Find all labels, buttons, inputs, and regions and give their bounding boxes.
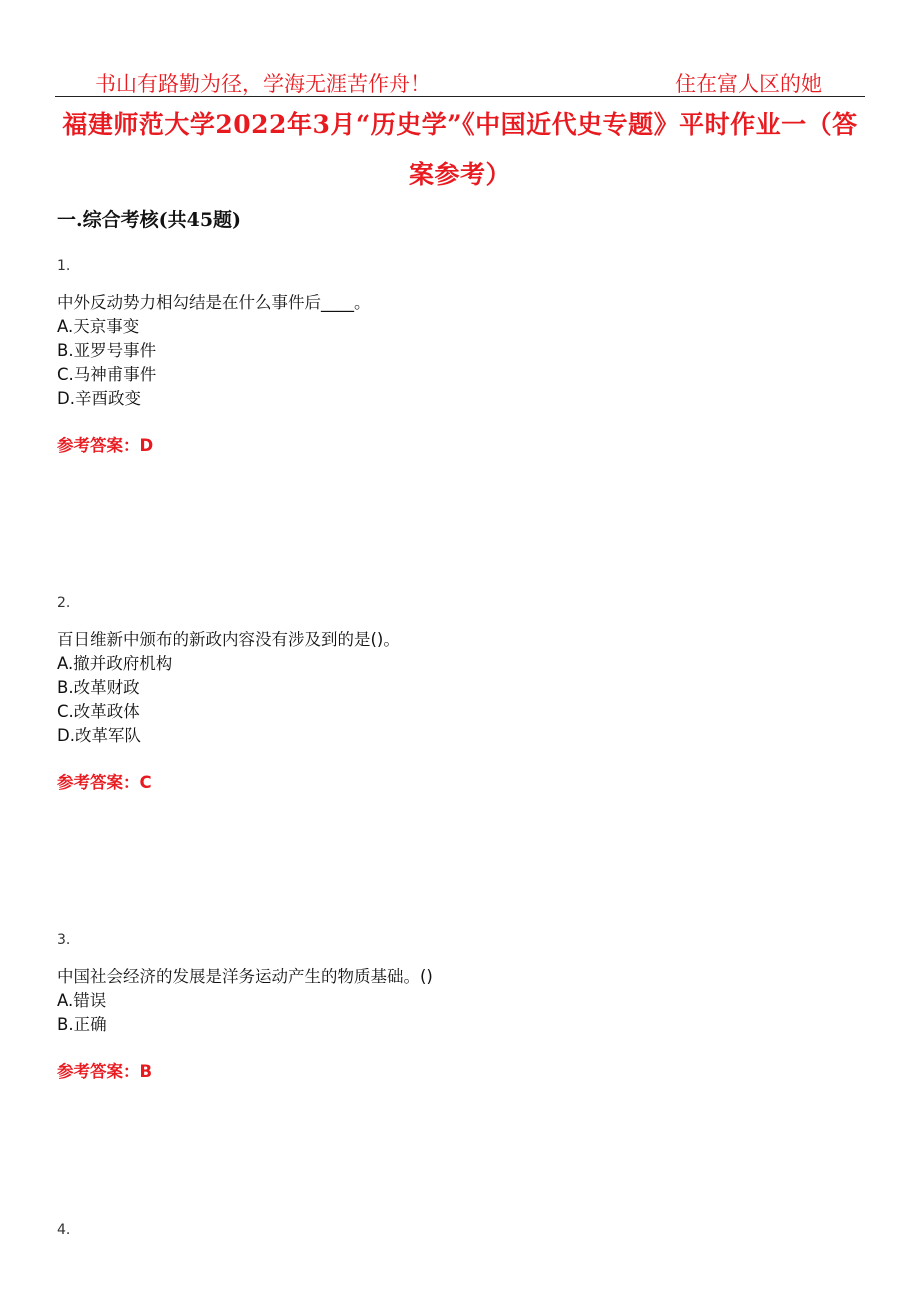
question-number: 1. xyxy=(57,258,71,274)
option-a: A.撤并政府机构 xyxy=(57,654,173,673)
question-number: 3. xyxy=(57,932,71,948)
option-b: B.改革财政 xyxy=(57,678,140,697)
option-c: C.马神甫事件 xyxy=(57,365,157,384)
header-motto: 书山有路勤为径，学海无涯苦作舟！ xyxy=(95,72,431,96)
option-a: A.天京事变 xyxy=(57,317,140,336)
question-number: 4. xyxy=(57,1222,71,1238)
option-d: D.辛酉政变 xyxy=(57,389,141,408)
page-header xyxy=(55,62,865,97)
question-4 xyxy=(57,1220,863,1240)
option-b: B.亚罗号事件 xyxy=(57,341,157,360)
question-3 xyxy=(57,930,863,1084)
document-title: 福建师范大学2022年3月“历史学”《中国近代史专题》平时作业一（答案参考） xyxy=(62,110,858,189)
reference-answer: 参考答案：B xyxy=(57,1062,153,1081)
question-stem: 百日维新中颁布的新政内容没有涉及到的是()。 xyxy=(57,630,400,649)
question-number: 2. xyxy=(57,595,71,611)
option-a: A.错误 xyxy=(57,991,107,1010)
option-d: D.改革军队 xyxy=(57,726,141,745)
option-c: C.改革政体 xyxy=(57,702,140,721)
header-author: 住在富人区的她 xyxy=(675,72,822,96)
question-stem: 中外反动势力相勾结是在什么事件后____。 xyxy=(57,293,371,312)
option-b: B.正确 xyxy=(57,1015,107,1034)
reference-answer: 参考答案：C xyxy=(57,773,152,792)
question-1 xyxy=(57,256,863,458)
reference-answer: 参考答案：D xyxy=(57,436,154,455)
question-stem: 中国社会经济的发展是洋务运动产生的物质基础。() xyxy=(57,967,433,986)
question-2 xyxy=(57,593,863,795)
section-heading: 一.综合考核(共45题) xyxy=(57,209,242,231)
